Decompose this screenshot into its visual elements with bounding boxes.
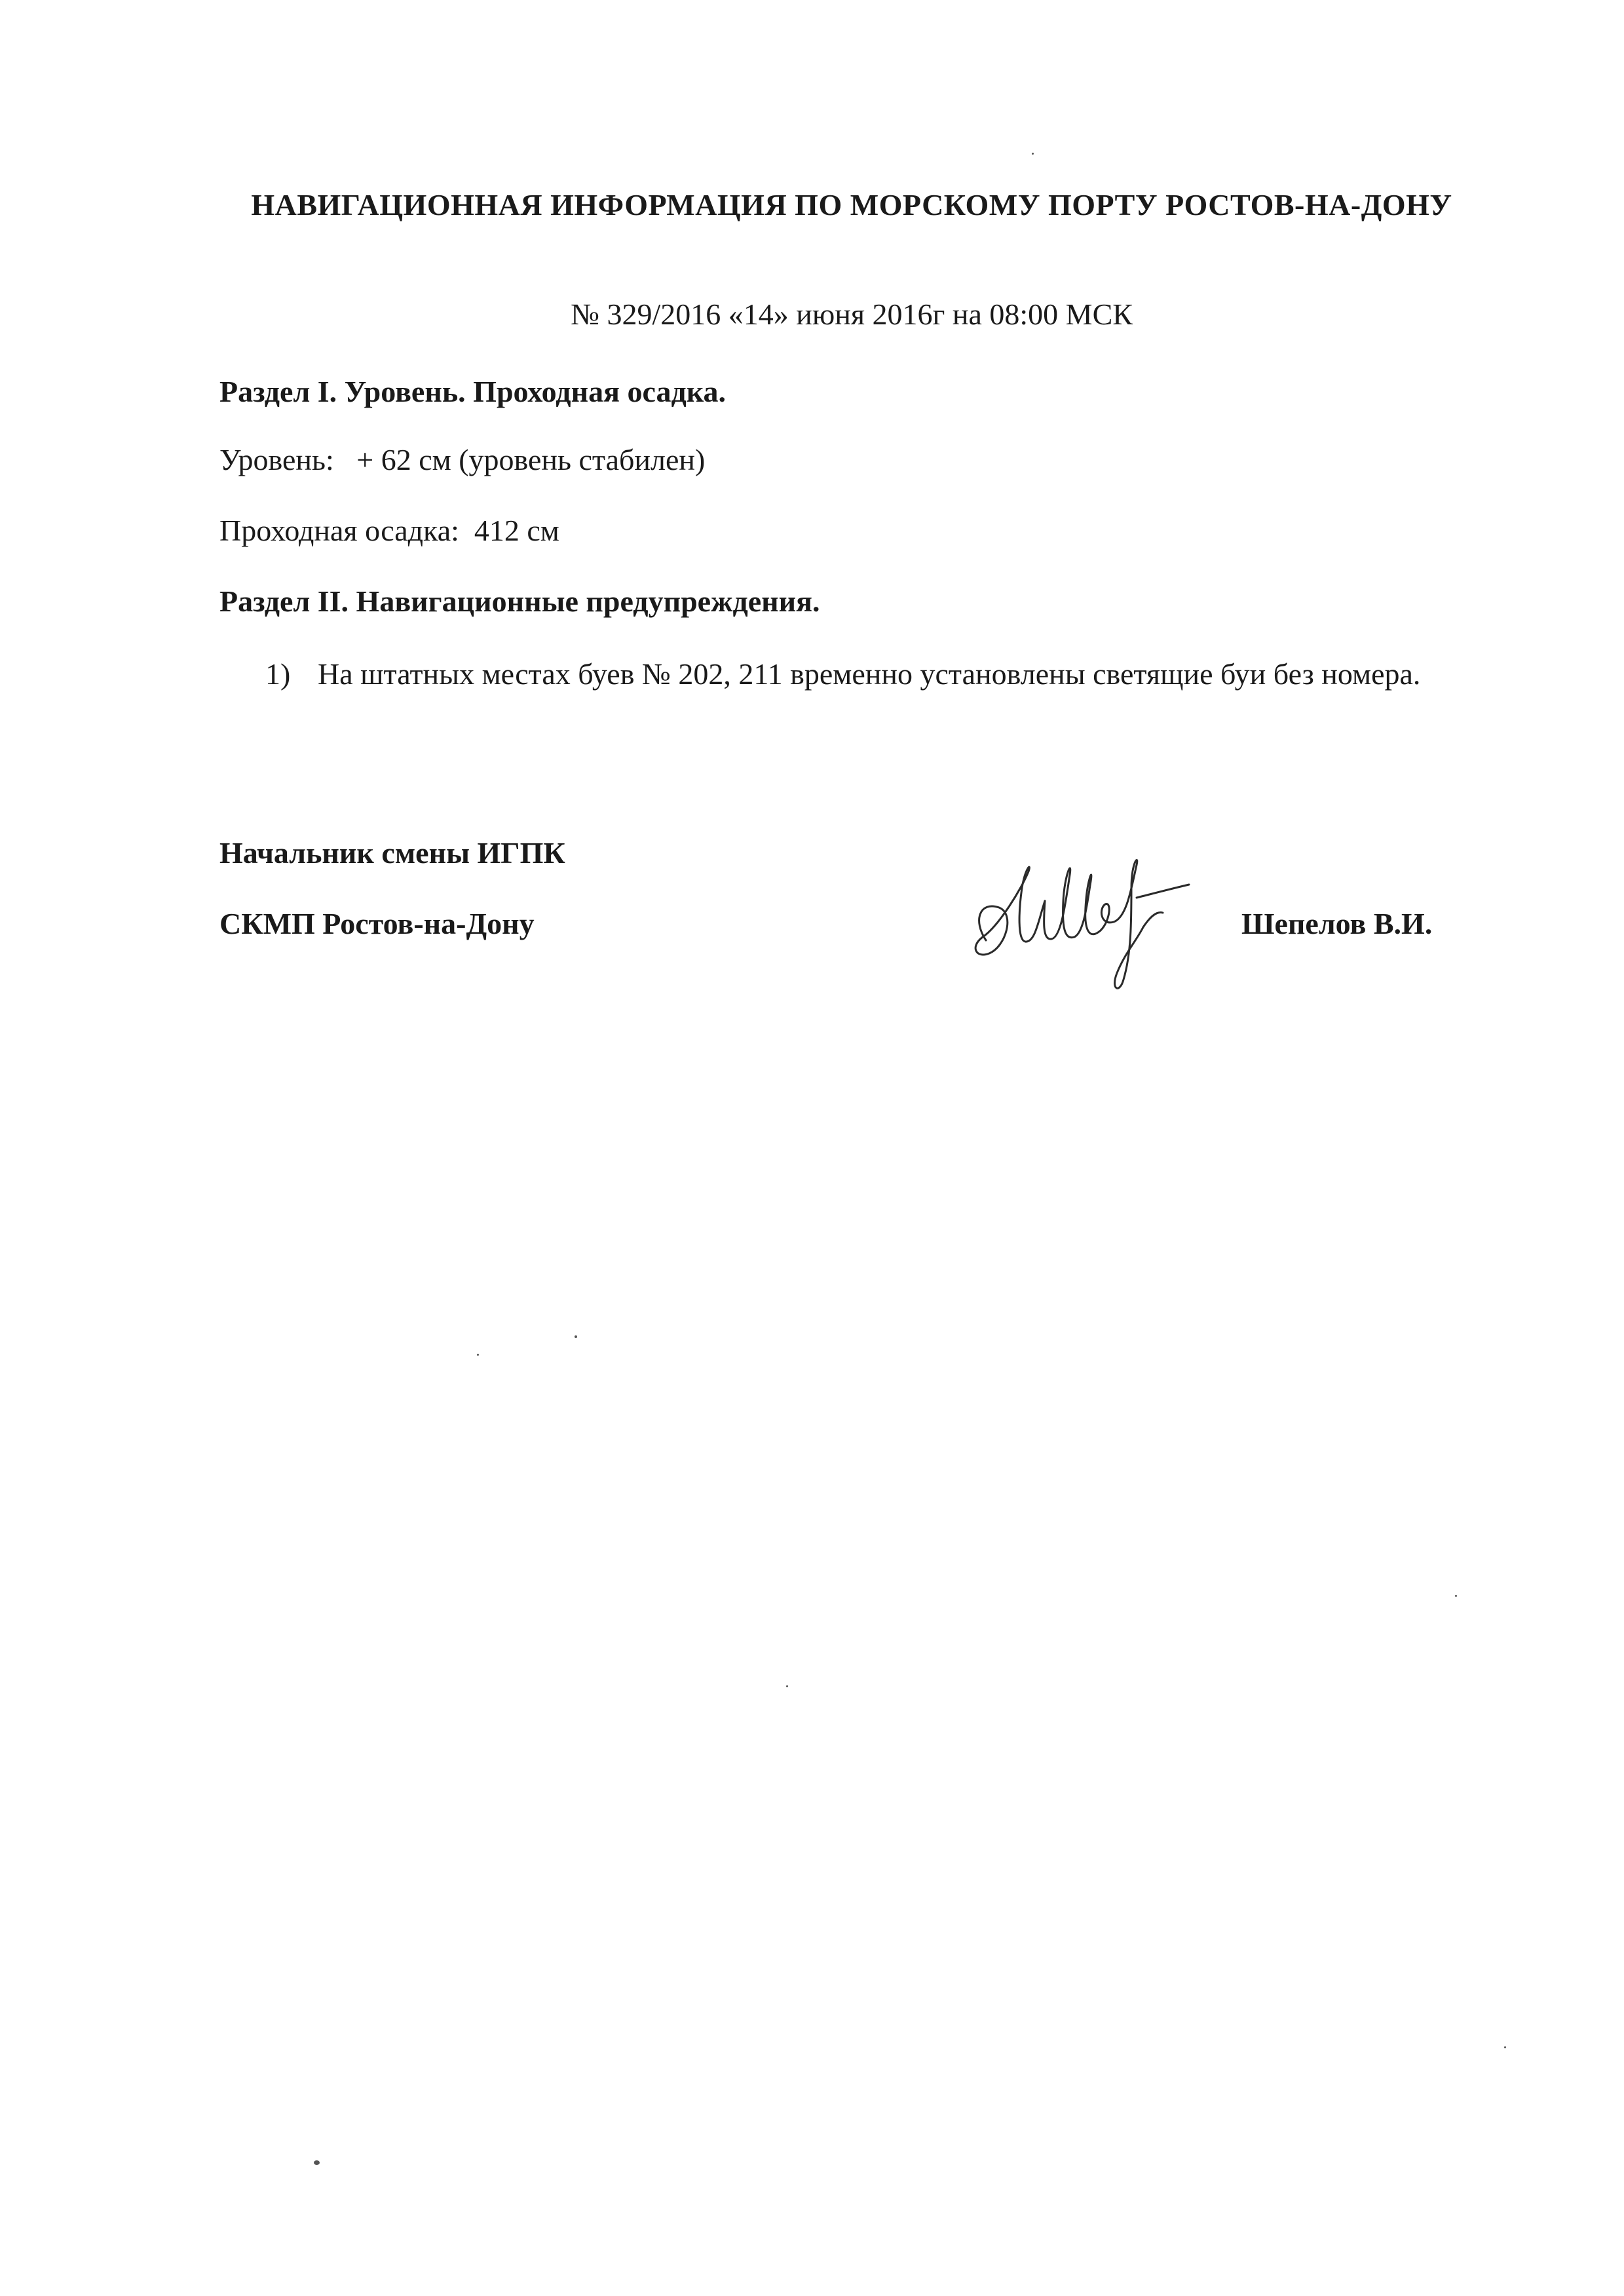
water-level-line: Уровень: + 62 см (уровень стабилен) — [219, 443, 706, 476]
signatory-name: Шепелов В.И. — [1241, 907, 1433, 940]
draft-line: Проходная осадка: 412 см — [219, 514, 559, 547]
warning-list-item — [265, 652, 1510, 697]
list-marker: 1) — [265, 657, 291, 691]
warning-text: На штатных местах буев № 202, 211 временно установлены светящие буи без номера. — [318, 657, 1421, 691]
section-2-heading: Раздел II. Навигационные предупреждения. — [219, 584, 820, 618]
scan-speck — [1504, 2046, 1506, 2048]
scan-speck — [1032, 153, 1034, 155]
section-1-heading: Раздел I. Уровень. Проходная осадка. — [219, 375, 727, 408]
scan-speck — [477, 1354, 479, 1356]
document-title: НАВИГАЦИОННАЯ ИНФОРМАЦИЯ ПО МОРСКОМУ ПОРТУ РОСТОВ-НА-ДОНУ — [251, 188, 1452, 221]
scan-speck — [575, 1335, 577, 1338]
signatory-position: Начальник смены ИГПК — [219, 836, 565, 870]
scan-speck — [1455, 1595, 1457, 1597]
scan-speck — [786, 1685, 788, 1687]
handwritten-signature — [960, 849, 1209, 999]
document-number-date: № 329/2016 «14» июня 2016г на 08:00 МСК — [571, 297, 1133, 331]
scan-speck — [314, 2160, 320, 2165]
signatory-organization: СКМП Ростов-на-Дону — [219, 907, 535, 940]
